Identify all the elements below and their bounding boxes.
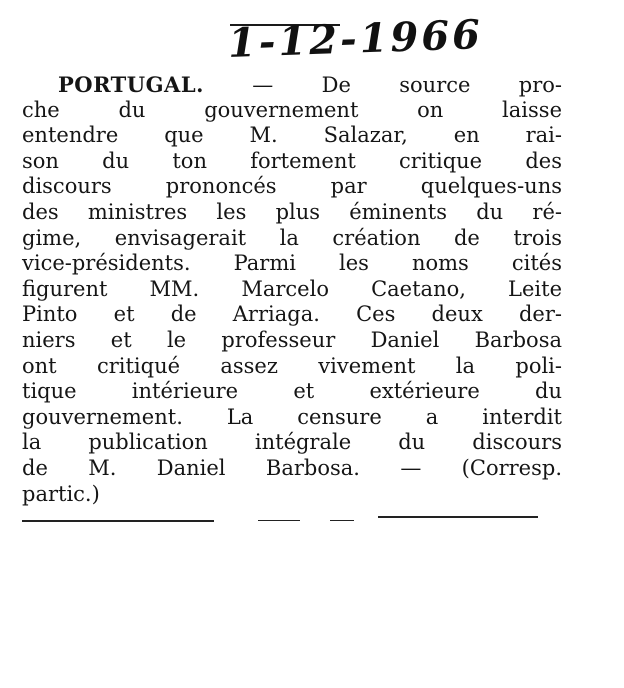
article-line-10: Pinto et de Arriaga. Ces deux der- xyxy=(22,302,562,327)
article-line-11: niers et le professeur Daniel Barbosa xyxy=(22,327,562,352)
bottom-rule-right xyxy=(378,516,538,518)
dateline: PORTUGAL. xyxy=(58,72,204,97)
article-line-9: figurent MM. Marcelo Caetano, Leite xyxy=(22,276,562,301)
article-line-1-text: — De source pro- xyxy=(203,73,562,97)
article-line-13: tique intérieure et extérieure du xyxy=(22,379,562,404)
article-line-5: discours prononcés par quelques-uns xyxy=(22,174,562,199)
article-line-16: de M. Daniel Barbosa. — (Corresp. xyxy=(22,455,562,480)
article-line-17: partic.) xyxy=(22,481,100,506)
bottom-rule-segment xyxy=(258,520,300,521)
article-line-12: ont critiqué assez vivement la poli- xyxy=(22,353,562,378)
article-line-3: entendre que M. Salazar, en rai- xyxy=(22,123,562,148)
article-body xyxy=(22,72,562,507)
article-line-6: des ministres les plus éminents du ré- xyxy=(22,199,562,224)
article-line-14: gouvernement. La censure a interdit xyxy=(22,404,562,429)
article-line-2: che du gouvernement on laisse xyxy=(22,97,562,122)
article-line-1 xyxy=(22,72,562,98)
handwritten-date: 1-12-1966 xyxy=(227,11,484,67)
bottom-rule-segment xyxy=(330,520,354,521)
bottom-rule xyxy=(22,520,214,522)
article-line-7: gime, envisagerait la création de trois xyxy=(22,225,562,250)
article-line-8: vice-présidents. Parmi les noms cités xyxy=(22,251,562,276)
article-line-4: son du ton fortement critique des xyxy=(22,148,562,173)
article-line-15: la publication intégrale du discours xyxy=(22,430,562,455)
